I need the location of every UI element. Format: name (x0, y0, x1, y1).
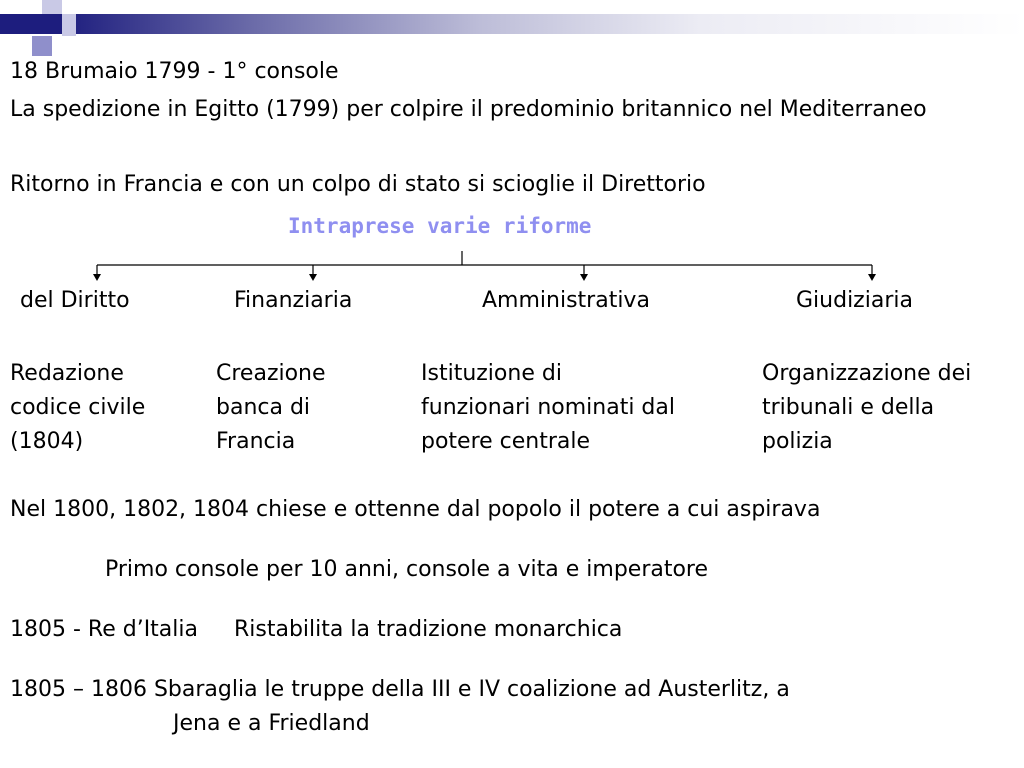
detail-line: banca di (216, 395, 311, 420)
detail-line: potere centrale (421, 429, 591, 454)
arrow-down-icon (93, 274, 101, 281)
re-italia-date: 1805 - Re d’Italia (10, 617, 198, 642)
arrow-down-icon (868, 274, 876, 281)
detail-line: codice civile (10, 395, 146, 420)
decorative-square (42, 0, 62, 14)
brumaio-line: 18 Brumaio 1799 - 1° console (10, 59, 339, 84)
detail-line: tribunali e della (762, 395, 935, 420)
branch-connector (0, 240, 1024, 284)
header-band (0, 14, 1024, 34)
re-italia-text: Ristabilita la tradizione monarchica (234, 617, 623, 642)
detail-line: Redazione (10, 361, 124, 386)
coalizione-line: Jena e a Friedland (173, 711, 370, 736)
arrow-down-icon (309, 274, 317, 281)
category-amministrativa: Amministrativa (482, 288, 650, 313)
detail-line: funzionari nominati dal (421, 395, 675, 420)
decorative-square (32, 36, 52, 56)
detail-line: Istituzione di (421, 361, 562, 386)
detail-finanziaria (216, 357, 411, 459)
plebisciti-line: Nel 1800, 1802, 1804 chiese e ottenne dal popolo il potere a cui aspirava (10, 497, 821, 522)
detail-diritto (10, 357, 210, 459)
reforms-title: Intraprese varie riforme (288, 214, 592, 238)
primo-console-line: Primo console per 10 anni, console a vita e imperatore (105, 557, 709, 582)
detail-line: Organizzazione dei (762, 361, 972, 386)
arrow-down-icon (580, 274, 588, 281)
coalizione-paragraph (10, 673, 790, 741)
detail-line: (1804) (10, 429, 84, 454)
re-italia-line (10, 613, 622, 647)
egitto-line: La spedizione in Egitto (1799) per colpire il predominio britannico nel Mediterraneo (10, 97, 927, 122)
detail-amministrativa (421, 357, 741, 459)
coalizione-line: 1805 – 1806 Sbaraglia le truppe della III e IV coalizione ad Austerlitz, a (10, 677, 790, 702)
detail-giudiziaria (762, 357, 1024, 459)
category-diritto: del Diritto (20, 288, 130, 313)
ritorno-line: Ritorno in Francia e con un colpo di stato si scioglie il Direttorio (10, 172, 706, 197)
detail-line: polizia (762, 429, 833, 454)
decorative-square (12, 14, 32, 34)
detail-line: Francia (216, 429, 296, 454)
decorative-square (62, 14, 76, 36)
category-finanziaria: Finanziaria (234, 288, 353, 313)
category-giudiziaria: Giudiziaria (796, 288, 913, 313)
detail-line: Creazione (216, 361, 326, 386)
